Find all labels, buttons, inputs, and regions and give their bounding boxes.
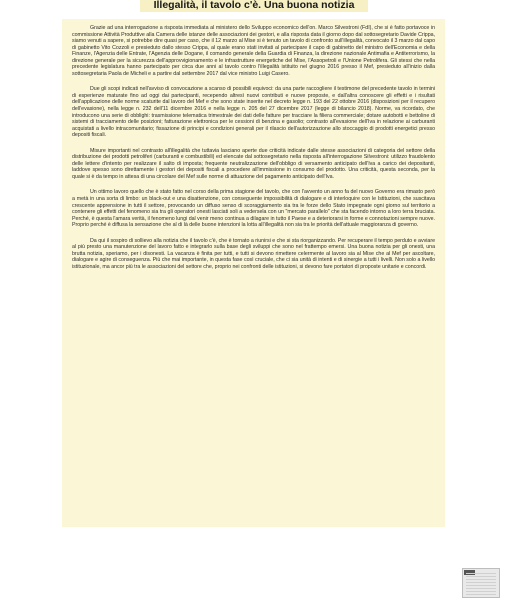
article-title: Illegalità, il tavolo c'è. Una buona notizia — [140, 0, 368, 12]
article-paragraph: Misure importanti nel contrasto all'illegalità che tuttavia lasciano aperte due criticità indicate dalle stesse associazioni di categoria del settore della distribuzione dei prodotti petroliferi (carburanti e combustibili) ed elencate dal sottosegretario nella risposta all'interrogazione Silvestroni: utilizzo fraudolento delle lettere d'intento per realizzare il salto di imposta; frequente neutralizzazione dell'obbligo di versamento anticipato dell'Iva a carico dei depositanti, laddove spesso sono direttamente i gestori dei depositi fiscali a procedere all'immissione in consumo del prodotto. Una criticità, questa seconda, per la quale si è da tempo in attesa di una circolare del Mef sulle norme di attuazione del pagamento anticipato dell'Iva. — [72, 147, 435, 180]
article-paragraph: Un ottimo lavoro quello che è stato fatto nel corso della prima stagione del tavolo, che con l'avvento un anno fa del nuovo Governo era rimasto però a metà in una sorta di limbo: un black-out e una disattenzione, con conseguente impossibilità di dialogare e di interloquire con le Istituzioni, che suscitava crescente apprensione in tutti il settore, provocando un diffuso senso di scoraggiamento sia tra le forze dello Stato impegnate ogni giorno sul territorio a contenere gli effetti del fenomeno sia tra gli operatori onesti lasciati soli a vedersela con un "mercato parallelo" che sta facendo intorno a loro terra bruciata. Perché, è questa l'amara verità, il fenomeno lungi dal venir meno continua a dilagare in tutto il Paese e a deteriorarsi in forme e connotazioni sempre nuove. Proprio perché è diffusa la sensazione che al di là delle buone intenzioni la lotta all'illegalità non sia tra le priorità dell'attuale maggioranza di governo. — [72, 189, 435, 229]
thumbnail-text-lines — [466, 573, 496, 595]
article-body — [62, 19, 445, 527]
article-paragraph: Grazie ad una interrogazione a risposta immediata al ministero dello Sviluppo economico dell'on. Marco Silvestroni (FdI), che si è fatto portavoce in commissione Attività Produttive alla Camera delle istanze delle associazioni dei gestori, e alla risposta data il giorno dopo dal sottosegretario Davide Crippa, siamo venuti a sapere, si potrebbe dire quasi per caso, che il 12 marzo al Mise si è tenuto un tavolo di confronto sull'illegalità, convocato il 3 marzo dal capo di gabinetto Vito Cozzoli e presieduto dallo stesso Crippa, al quale erano stati invitati al partecipare il capo di gabinetto del ministro dell'Economia e della Finanze, l'Agenzia delle Entrate, l'Agenzia delle Dogane, il comando generale della Guardia di Finanza, la direzione nazionale Antimafia e Antiterrorismo, la direzione generale per la sicurezza dell'approvvigionamento e le infrastrutture energetiche del Mise, l'Assopetroli e l'Unione Petrolifera. Gli stessi che nella precedente legislatura hanno partecipato per circa due anni al tavolo contro l'illegalità istituito nel giugno 2016 presso il Mef, presieduto all'inizio dalla sottosegretaria Paola de Micheli e a partire dal settembre 2017 dal vice ministro Luigi Casero. — [72, 25, 435, 77]
article-paragraph: Due gli scopi indicati nell'avviso di convocazione a scanso di possibili equivoci: da una parte raccogliere il testimone del precedente tavolo in termini di esperienze maturate fino ad oggi dai partecipanti, recependo altresì nuovi contributi e nuove proposte, e dall'altra conoscere gli effetti e i risultati dell'applicazione delle norme scaturite dal lavoro del Mef e che sono state inserite nel decreto legge n. 193 del 22 ottobre 2016 (disposizioni per il recupero dell'evasione), nella legge n. 232 dell'11 dicembre 2016 e nella legge n. 205 del 27 dicembre 2017 (legge di bilancio 2018). Norme, va ricordato, che introducono una serie di obblighi: trasmissione telematica trimestrale dei dati delle fatture per tracciare la filiera commerciale; dotare autobotti e bettoline di sistemi di tracciamento delle posizioni; fatturazione elettronica per le cessioni di benzina e gasolio; contrasto all'evasione dell'Iva in relazione ai carburanti acquistati a livello intracomunitario; fissazione di principi e condizioni generali per il rilascio dell'autorizzazione allo stoccaggio di prodotti energetici presso depositi fiscali. — [72, 86, 435, 139]
article-paragraph: Da qui il sospiro di sollievo alla notizia che il tavolo c'è, che è tornato a riunirsi e che si sta riorganizzando. Per recuperare il tempo perduto e avviare al più presto una manutenzione del lavoro fatto e integrarlo sulla base degli sviluppi che sono nel frattempo emersi. Una buona notizia per gli onesti, una brutta notizia, speriamo, per i disonesti. La vacanza è finita per tutti, e tutti si devono rimettere celermente al lavoro sia al Mise che al Mef per ascoltare, dialogare e agire di conseguenza. Più che mai importante, in questa fase così cruciale, che ci sia unità di intenti e di sinergie a tutti i livelli. Non solo a livello istituzionale, ma ancor più tra le associazioni del settore che, proprio nei confronti delle istituzioni, si devono fare portatori di proposte unitarie e concordi. — [72, 237, 435, 270]
page-thumbnail[interactable] — [462, 568, 500, 598]
